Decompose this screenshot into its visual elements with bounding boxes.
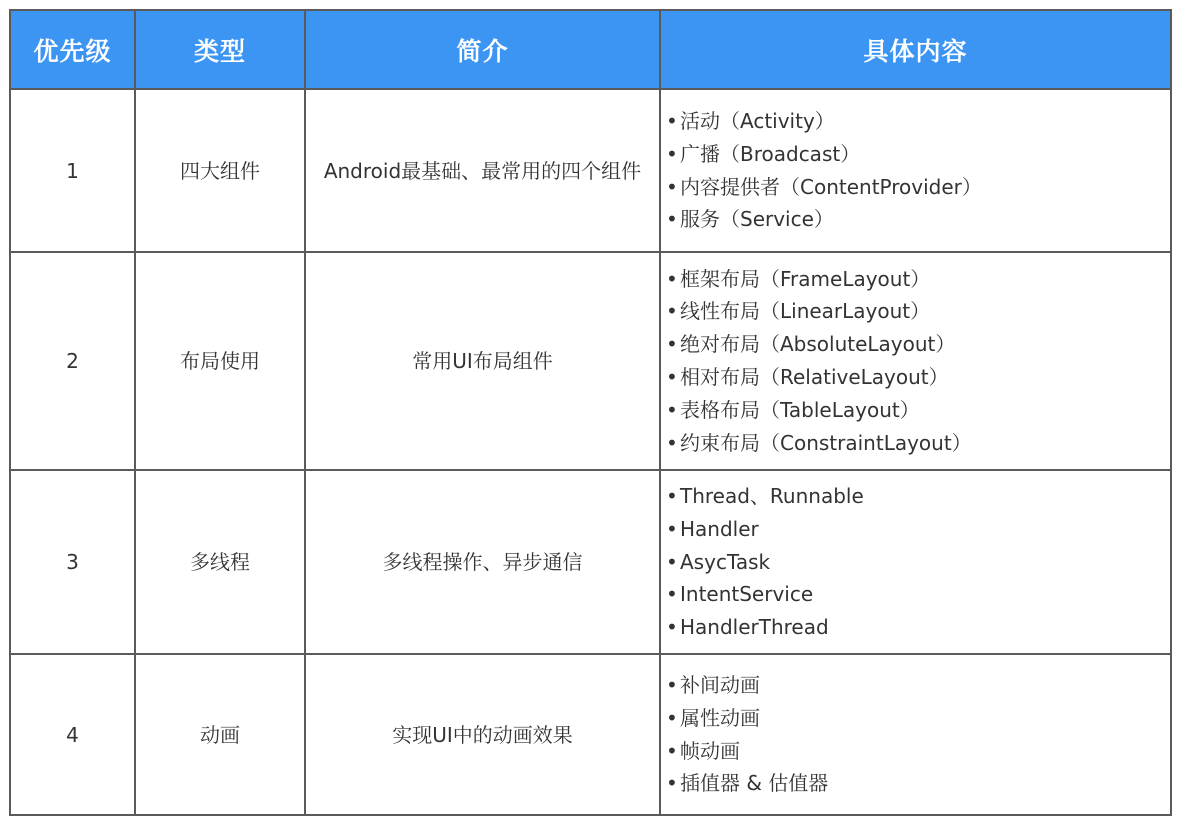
bullet-icon: • xyxy=(666,705,678,730)
type-cell: 布局使用 xyxy=(135,252,305,470)
header-priority: 优先级 xyxy=(10,10,135,89)
type-cell: 四大组件 xyxy=(135,89,305,252)
list-item-text: 广播（Broadcast） xyxy=(680,141,861,166)
list-item xyxy=(666,611,1170,644)
list-item xyxy=(666,263,1170,296)
list-item xyxy=(666,427,1170,460)
bullet-icon: • xyxy=(666,299,678,324)
list-item-text: 内容提供者（ContentProvider） xyxy=(680,174,982,199)
list-item xyxy=(666,171,1170,204)
list-item-text: 活动（Activity） xyxy=(680,108,835,133)
list-item xyxy=(666,578,1170,611)
summary-cell xyxy=(305,654,660,815)
summary-text: 多线程操作、异步通信 xyxy=(382,550,583,574)
list-item xyxy=(666,138,1170,171)
header-type: 类型 xyxy=(135,10,305,89)
details-cell xyxy=(660,252,1171,470)
details-list xyxy=(666,105,1170,236)
summary-cell xyxy=(305,252,660,470)
list-item xyxy=(666,513,1170,546)
table-row xyxy=(10,252,1171,470)
header-details: 具体内容 xyxy=(660,10,1171,89)
list-item xyxy=(666,767,1170,800)
list-item-text: IntentService xyxy=(680,582,814,607)
list-item-text: Thread、Runnable xyxy=(680,484,864,508)
bullet-icon: • xyxy=(666,266,678,291)
list-item xyxy=(666,328,1170,361)
list-item-text: 绝对布局（AbsoluteLayout） xyxy=(680,332,956,357)
header-row xyxy=(10,10,1171,89)
list-item-text: 相对布局（RelativeLayout） xyxy=(680,365,949,389)
list-item xyxy=(666,394,1170,427)
list-item-text: AsycTask xyxy=(680,549,771,574)
android-topics-table-container xyxy=(9,9,1172,816)
bullet-icon: • xyxy=(666,582,678,607)
summary-cell xyxy=(305,470,660,654)
list-item-text: 框架布局（FrameLayout） xyxy=(680,266,931,291)
summary-text: 常用UI布局组件 xyxy=(412,349,553,373)
list-item-text: Handler xyxy=(680,516,759,541)
bullet-icon: • xyxy=(666,484,678,508)
list-item xyxy=(666,546,1170,579)
list-item-text: 服务（Service） xyxy=(680,207,834,232)
table-row xyxy=(10,470,1171,654)
bullet-icon: • xyxy=(666,771,678,796)
details-list xyxy=(666,263,1170,460)
bullet-icon: • xyxy=(666,430,678,455)
list-item xyxy=(666,735,1170,768)
summary-cell xyxy=(305,89,660,252)
details-cell xyxy=(660,470,1171,654)
bullet-icon: • xyxy=(666,615,678,640)
list-item-text: 表格布局（TableLayout） xyxy=(680,397,920,422)
list-item-text: 插值器 & 估值器 xyxy=(680,771,829,796)
type-cell: 多线程 xyxy=(135,470,305,654)
bullet-icon: • xyxy=(666,672,678,697)
list-item-text: 补间动画 xyxy=(680,672,760,697)
list-item xyxy=(666,702,1170,735)
table-row xyxy=(10,89,1171,252)
android-topics-table xyxy=(9,9,1172,816)
list-item xyxy=(666,361,1170,394)
details-list xyxy=(666,480,1170,644)
bullet-icon: • xyxy=(666,174,678,199)
list-item xyxy=(666,295,1170,328)
list-item-text: 线性布局（LinearLayout） xyxy=(680,299,931,324)
list-item-text: HandlerThread xyxy=(680,615,829,640)
bullet-icon: • xyxy=(666,332,678,357)
details-cell xyxy=(660,89,1171,252)
bullet-icon: • xyxy=(666,207,678,232)
type-cell: 动画 xyxy=(135,654,305,815)
table-body xyxy=(10,89,1171,815)
bullet-icon: • xyxy=(666,397,678,422)
bullet-icon: • xyxy=(666,365,678,389)
details-list xyxy=(666,669,1170,800)
list-item xyxy=(666,669,1170,702)
bullet-icon: • xyxy=(666,108,678,133)
bullet-icon: • xyxy=(666,516,678,541)
table-header xyxy=(10,10,1171,89)
bullet-icon: • xyxy=(666,141,678,166)
summary-text: Android最基础、最常用的四个组件 xyxy=(323,158,642,183)
list-item-text: 帧动画 xyxy=(680,738,740,763)
list-item-text: 属性动画 xyxy=(680,705,760,730)
list-item xyxy=(666,480,1170,513)
priority-cell: 3 xyxy=(10,470,135,654)
header-summary: 简介 xyxy=(305,10,660,89)
details-cell xyxy=(660,654,1171,815)
priority-cell: 4 xyxy=(10,654,135,815)
list-item xyxy=(666,105,1170,138)
bullet-icon: • xyxy=(666,549,678,574)
list-item xyxy=(666,203,1170,236)
bullet-icon: • xyxy=(666,738,678,763)
summary-text: 实现UI中的动画效果 xyxy=(392,722,573,747)
priority-cell: 1 xyxy=(10,89,135,252)
priority-cell: 2 xyxy=(10,252,135,470)
list-item-text: 约束布局（ConstraintLayout） xyxy=(680,430,972,455)
table-row xyxy=(10,654,1171,815)
